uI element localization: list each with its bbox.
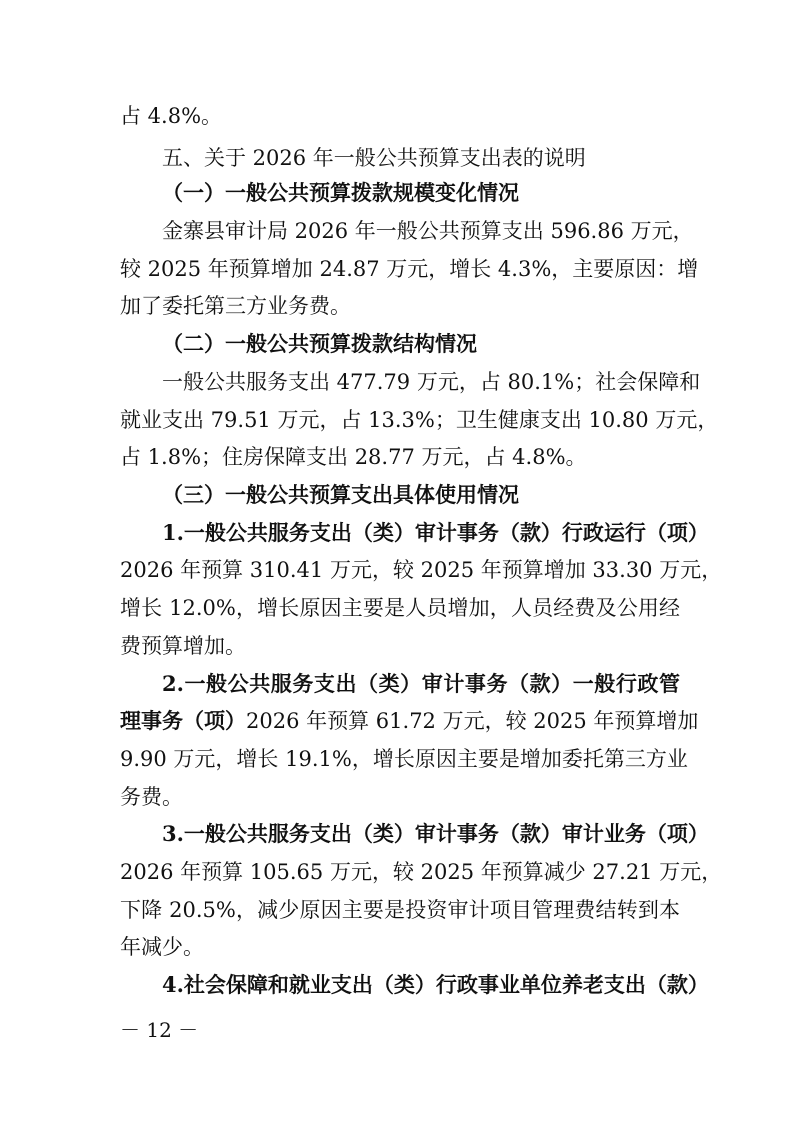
subsection-heading: （一）一般公共预算拨款规模变化情况 [162,180,519,205]
paragraph-text: 2026 年预算 61.72 万元，较 2025 年预算增加 [246,709,699,733]
paragraph-line: 9.90 万元，增长 19.1%，增长原因主要是增加委托第三方业 [120,747,688,771]
paragraph-line: 费预算增加。 [120,634,246,658]
subsection-heading: （二）一般公共预算拨款结构情况 [162,331,477,356]
paragraph-line: 2026 年预算 310.41 万元，较 2025 年预算增加 33.30 万元， [120,558,723,582]
paragraph-line [120,707,699,735]
paragraph-line: 金寨县审计局 2026 年一般公共预算支出 596.86 万元， [162,219,694,243]
paragraph-line: 加了委托第三方业务费。 [120,294,351,318]
paragraph-line: 就业支出 79.51 万元，占 13.3%；卫生健康支出 10.80 万元， [120,408,719,432]
subsection-heading: （三）一般公共预算支出具体使用情况 [162,482,519,507]
paragraph-line: 较 2025 年预算增加 24.87 万元，增长 4.3%，主要原因：增 [120,257,699,281]
paragraph-line: 占 1.8%；住房保障支出 28.77 万元，占 4.8%。 [120,445,587,469]
item-heading-end: 理事务（项） [120,708,246,733]
paragraph-line: 下降 20.5%，减少原因主要是投资审计项目管理费结转到本 [120,898,680,922]
item-heading: 4.社会保障和就业支出（类）行政事业单位养老支出（款） [162,972,709,997]
paragraph-line: 增长 12.0%，增长原因主要是人员增加，人员经费及公用经 [120,596,680,620]
section-heading: 五、关于 2026 年一般公共预算支出表的说明 [162,146,586,170]
paragraph-line: 务费。 [120,785,183,809]
page-number: － 12 － [120,1018,199,1042]
item-heading: 3.一般公共服务支出（类）审计事务（款）审计业务（项） [162,821,709,846]
paragraph-line: 年减少。 [120,935,204,959]
paragraph-line: 2026 年预算 105.65 万元，较 2025 年预算减少 27.21 万元， [120,860,723,884]
paragraph-line: 占 4.8%。 [120,104,223,128]
paragraph-line: 一般公共服务支出 477.79 万元，占 80.1%；社会保障和 [162,370,701,394]
item-heading: 1.一般公共服务支出（类）审计事务（款）行政运行（项） [162,520,709,545]
item-heading: 2.一般公共服务支出（类）审计事务（款）一般行政管 [162,671,680,696]
